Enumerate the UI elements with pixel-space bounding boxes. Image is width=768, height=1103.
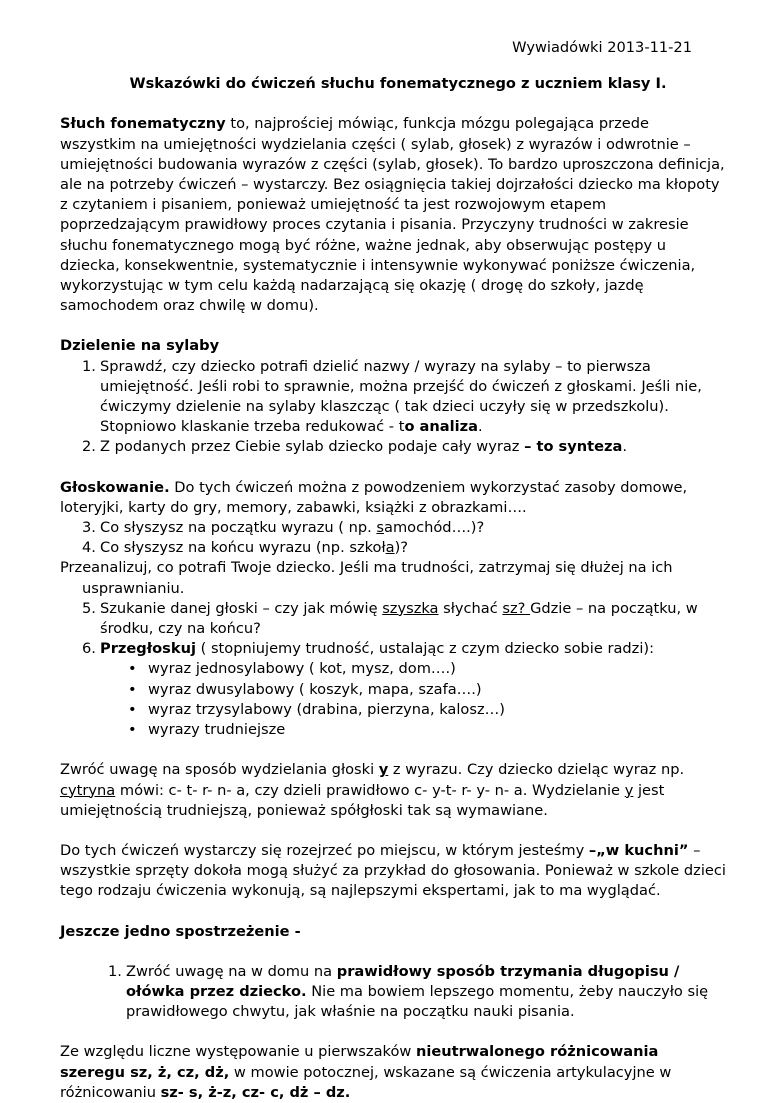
list-number: 1. [82, 357, 96, 375]
underlined-letter: s [376, 519, 385, 537]
list-item-text: Szukanie danej głoski – czy jak mówię [100, 599, 383, 617]
list-number: 3. [82, 519, 96, 537]
list-item [60, 639, 728, 659]
intro-text: to, najprościej mówiąc, funkcja mózgu polegająca przede wszystkim na umiejętności wydzielania części ( sylab, głosek) z wyrazów i odwrotnie – umiejętności budowania wyrazów z części (sylab, głosek). To bardzo uproszczona definicja, ale na potrzeby ćwiczeń – wystarczy. Bez osiągnięcia takiej dojrzałości dziecko ma kłopoty z czytaniem i pisaniem, ponieważ umiejętność ta jest rozwojowym etapem poprzedzającym prawidłowy proces czytania i pisania. Przyczyny trudności w zakresie słuchu fonematycznego mogą być różne, ważne jednak, aby obserwując postępy u dziecka, konsekwentnie, systematycznie i intensywnie wykonywać poniższe ćwiczenia, wykorzystując w tym celu każdą nadarzającą się okazję ( drogę do szkoły, jazdę samochodem oraz chwilę w domu). [60, 115, 725, 315]
document-page [60, 38, 728, 1103]
list-number: 5. [82, 599, 96, 617]
paragraph-text: Do tych ćwiczeń wystarczy się rozejrzeć po miejscu, w którym jesteśmy [60, 841, 589, 859]
bullet-text: wyraz jednosylabowy ( kot, mysz, dom….) [148, 660, 456, 678]
phonemes-intro [60, 478, 728, 518]
list-item-text: Co słyszysz na końcu wyrazu (np. szkoł [100, 539, 386, 557]
list-item-end: . [622, 438, 627, 456]
list-item [60, 357, 728, 438]
list-item-text: Gdzie – na początku, w środku, czy na końcu? [100, 599, 698, 638]
list-item-bold: o analiza [404, 418, 478, 436]
bullet-text: wyraz dwusylabowy ( koszyk, mapa, szafa….) [148, 680, 482, 698]
list-item [60, 518, 728, 538]
syllables-list [60, 357, 728, 458]
phonemes-list-b [60, 599, 728, 660]
analyze-text: Przeanalizuj, co potrafi Twoje dziecko. Jeśli ma trudności, zatrzymaj się dłużej na ich [60, 559, 673, 577]
paragraph-text: Ze względu liczne występowanie u pierwszaków [60, 1043, 416, 1061]
list-number: 6. [82, 640, 96, 658]
list-item [60, 437, 728, 457]
list-item [86, 962, 728, 1023]
underlined-word: sz? [502, 599, 531, 617]
bullet-icon: • [128, 680, 137, 698]
list-number: 1. [108, 962, 122, 980]
y-paragraph [60, 760, 728, 821]
list-item-text: Nie ma bowiem lepszego momentu, żeby nauczyło się prawidłowego chwytu, jak właśnie na początku nauki pisania. [126, 982, 709, 1021]
bullet-item [60, 659, 728, 679]
underlined-word: cytryna [60, 781, 116, 799]
bullet-icon: • [128, 721, 137, 739]
underlined-letter: y [624, 781, 634, 799]
bullet-item [60, 700, 728, 720]
syllables-heading: Dzielenie na sylaby [60, 337, 220, 355]
phonemes-list-a [60, 518, 728, 558]
final-paragraph [60, 1042, 728, 1103]
analyze-text-continued: usprawnianiu. [82, 579, 185, 597]
bullet-icon: • [128, 700, 137, 718]
paragraph-text: z wyrazu. Czy dziecko dzieląc wyraz np. [388, 761, 685, 779]
paragraph-text: mówi: c- t- r- n- a, czy dzieli prawidłowo c- y-t- r- y- n- a. Wydzielanie [115, 781, 625, 799]
paragraph-text: Zwróć uwagę na sposób wydzielania głoski [60, 761, 379, 779]
paragraph-text: – wszystkie sprzęty dokoła mogą służyć za przykład do głosowania. Ponieważ w szkole dzieci tego rodzaju ćwiczenia wykonują, są najlepszymi ekspertami, jak to ma wyglądać. [60, 841, 726, 900]
phonemes-heading: Głoskowanie. [60, 478, 170, 496]
list-item [60, 599, 728, 639]
phonemes-intro-text: Do tych ćwiczeń można z powodzeniem wykorzystać zasoby domowe, loteryjki, karty do gry, memory, zabawki, książki z obrazkami…. [60, 478, 688, 516]
paragraph-text: w mowie potocznej, wskazane są ćwiczenia artykulacyjne w różnicowaniu [60, 1063, 672, 1101]
bullet-item [60, 720, 728, 740]
list-number: 4. [82, 539, 96, 557]
list-item-bold: Przegłoskuj [100, 640, 196, 658]
intro-term: Słuch fonematyczny [60, 115, 226, 133]
document-date: Wywiadówki 2013-11-21 [512, 39, 692, 56]
list-item-text: Co słyszysz na początku wyrazu ( np. [100, 519, 377, 537]
observation-list [86, 962, 728, 1023]
list-item-text: Zwróć uwagę na w domu na [126, 962, 337, 980]
bullet-item [60, 680, 728, 700]
paragraph-bold: –„w kuchni” [588, 841, 689, 859]
list-item-end: . [477, 418, 483, 436]
underlined-letter: a [385, 539, 395, 557]
bullet-text: wyrazy trudniejsze [148, 721, 286, 739]
paragraph-bold: sz- s, ż-z, cz- c, dż – dz. [160, 1083, 351, 1101]
underlined-letter: y [378, 761, 389, 779]
list-item-text: amochód….)? [384, 519, 485, 537]
list-item-text: ( stopniujemy trudność, ustalając z czym dziecko sobie radzi): [195, 640, 654, 658]
observation-heading: Jeszcze jedno spostrzeżenie - [60, 922, 301, 940]
paragraph-text: jest umiejętnością trudniejszą, ponieważ spółgłoski tak są wymawiane. [60, 781, 665, 819]
underlined-word: szyszka [382, 599, 439, 617]
bullet-text: wyraz trzysylabowy (drabina, pierzyna, kalosz…) [148, 700, 505, 718]
list-item-text: słychać [438, 599, 503, 617]
list-item-text: Sprawdź, czy dziecko potrafi dzielić nazwy / wyrazy na sylaby – to pierwsza umiejętność. Jeśli robi to sprawnie, można przejść do ćwiczeń z głoskami. Jeśli nie, ćwiczymy dzielenie na sylaby klaszcząc ( tak dzieci uczyły się w przedszkolu). Stopniowo klaskanie trzeba redukować - t [100, 357, 702, 436]
list-item-text: )? [394, 539, 409, 557]
paragraph-bold: nieutrwalonego różnicowania szeregu sz, ż, cz, dż, [60, 1043, 659, 1081]
list-item-text: Z podanych przez Ciebie sylab dziecko podaje cały wyraz [100, 438, 525, 456]
list-item-bold: – to synteza [524, 438, 623, 456]
list-item-bold: prawidłowy sposób trzymania długopisu / ołówka przez dziecko. [126, 962, 680, 1000]
list-number: 2. [82, 438, 96, 456]
intro-paragraph [60, 114, 728, 316]
kitchen-paragraph [60, 841, 728, 902]
list-item [60, 538, 728, 558]
document-title: Wskazówki do ćwiczeń słuchu fonematycznego z uczniem klasy I. [129, 75, 667, 93]
bullet-icon: • [128, 660, 137, 678]
syllable-bullets [60, 659, 728, 740]
